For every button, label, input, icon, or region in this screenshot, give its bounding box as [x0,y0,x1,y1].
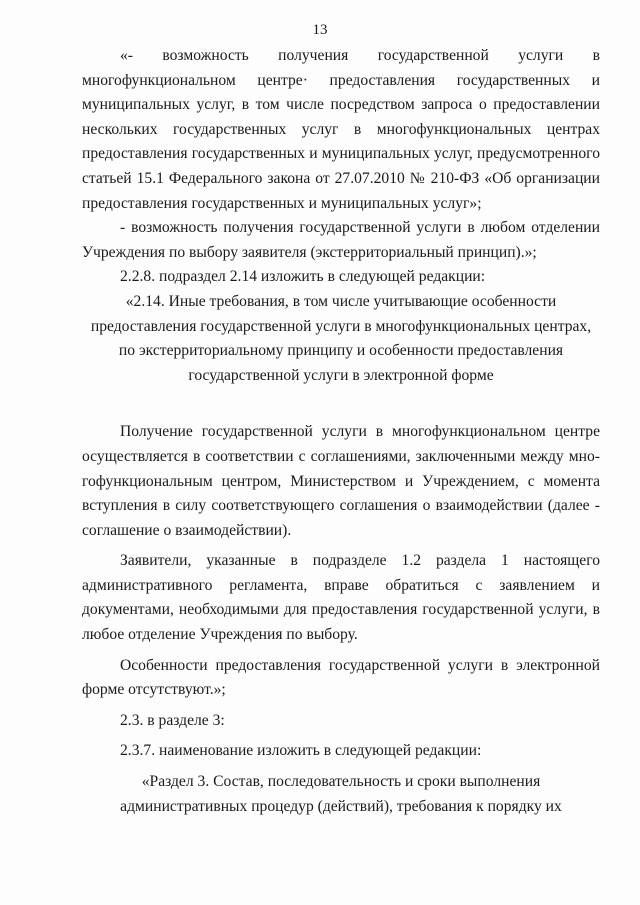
text-line: форме отсутствуют.»; [82,681,226,699]
text-line: документами, необходимыми для предоставления государственной услуги, в [82,601,600,619]
text-line: Учреждения по выбору заявителя (экстерриториальный принцип).»; [82,243,537,261]
section-heading-3 [82,770,600,819]
heading-line: предоставления государственной услуги в многофункциональных центрах, [90,317,592,335]
text-line: нескольких государственных услуг в многофункциональных центрах [82,120,600,138]
text-line: Заявители, указанные в подразделе 1.2 раздела 1 настоящего [120,552,600,570]
paragraph-electronic-form [82,654,600,703]
text-line: муниципальных услуг, в том числе посредством запроса о предоставлении [82,96,600,114]
text-line: предоставления государственных и муниципальных услуг»; [82,194,482,212]
text-line: Особенности предоставления государственной услуги в электронной [120,656,600,674]
heading-line: «Раздел 3. Состав, последовательность и сроки выполнения [141,773,541,791]
text-line: предоставления государственных и муниципальных услуг, предусмотренного [82,145,600,163]
paragraph-mfc-agreements [82,420,600,543]
heading-line: административных процедур (действий), требования к порядку их [120,797,562,815]
heading-line: «2.14. Иные требования, в том числе учитывающие особенности [125,292,557,310]
clause-2-3-7: 2.3.7. наименование изложить в следующей редакции: [120,742,482,760]
section-heading-2-14 [82,290,600,388]
text-line: «- возможность получения государственной услуги в [120,47,600,64]
text-line: осуществляется в соответствии с соглашениями, заключенными между мно- [82,447,600,465]
paragraph-mfc-option [82,44,600,216]
text-line: - возможность получения государственной услуги в любом отделении [120,219,600,237]
text-line: статьей 15.1 Федерального закона от 27.07.2010 № 210-ФЗ «Об организации [82,169,600,187]
text-line: административного регламента, вправе обратиться с заявлением и [82,576,600,594]
text-line: Получение государственной услуги в многофункциональном центре [120,423,600,441]
text-line: гофункциональным центром, Министерством и Учреждением, с момента [82,472,600,490]
text-line: любое отделение Учреждения по выбору. [82,626,358,644]
text-line: многофункциональном центре· предоставления государственных и [82,71,600,89]
blank-gap [82,388,600,412]
clause-2-2-8: 2.2.8. подраздел 2.14 изложить в следующей редакции: [120,268,486,286]
paragraph-applicants [82,549,600,647]
heading-line: государственной услуги в электронной форме [188,366,494,384]
text-line: соглашение о взаимодействии). [82,521,292,539]
page-number: 13 [312,22,328,38]
clause-2-3: 2.3. в разделе 3: [120,711,225,729]
document-body [82,44,600,819]
paragraph-extraterritorial [82,216,600,265]
text-line: вступления в силу соответствующего соглашения о взаимодействии (далее - [82,497,600,515]
heading-line: по экстерриториальному принципу и особенности предоставления [118,342,564,360]
